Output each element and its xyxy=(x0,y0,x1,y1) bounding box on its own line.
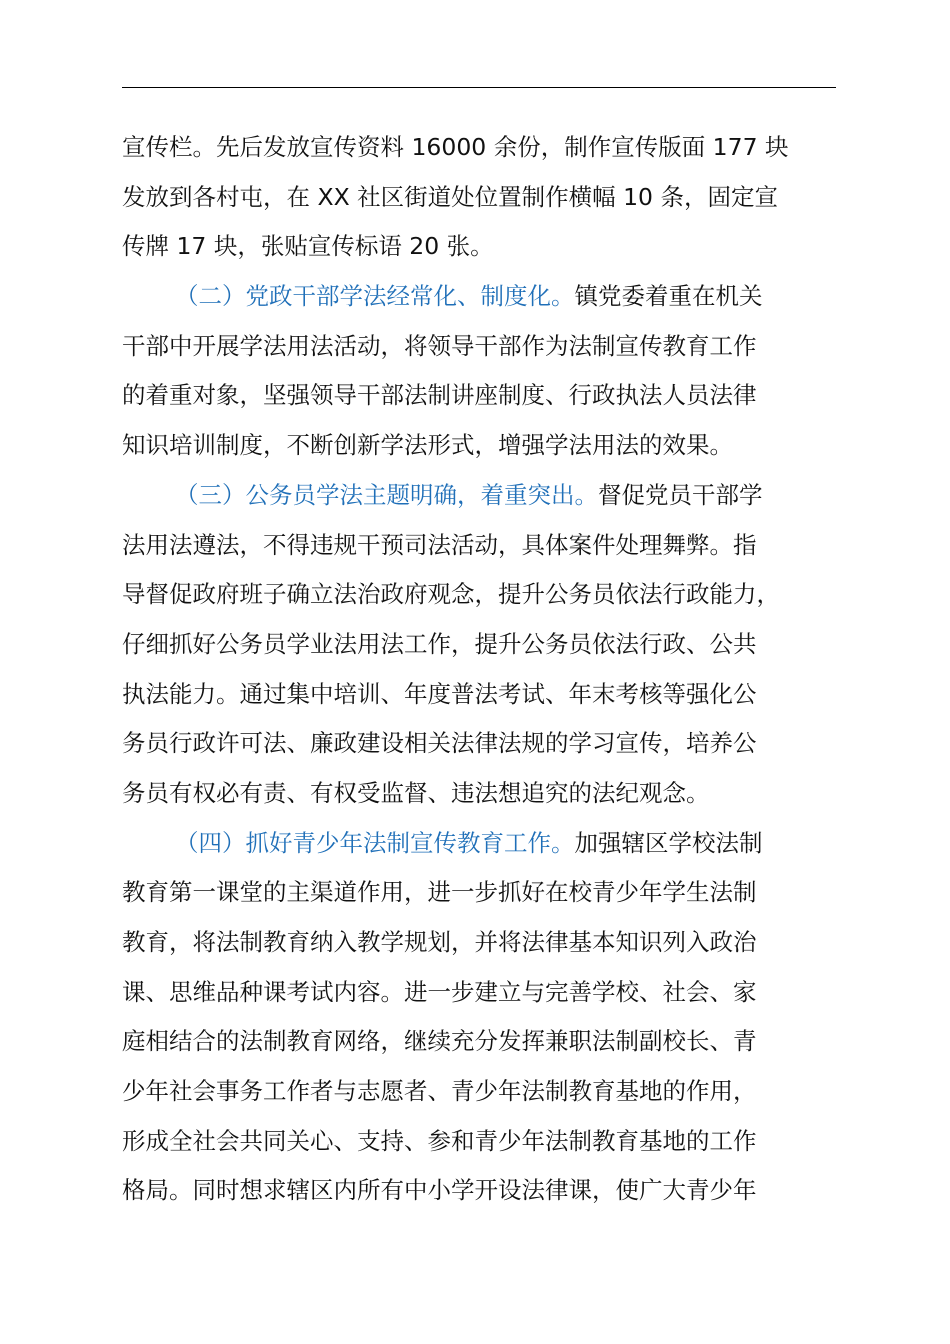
section-3-first-line xyxy=(122,471,862,521)
paragraph-line: 务员有权必有责、有权受监督、违法想追究的法纪观念。 xyxy=(122,778,710,807)
section-4-lead-text: 加强辖区学校法制 xyxy=(574,828,763,857)
paragraph-line: 知识培训制度，不断创新学法形式，增强学法用法的效果。 xyxy=(122,431,733,460)
section-3-heading: （三）公务员学法主题明确，着重突出。 xyxy=(175,480,598,509)
paragraph-line: 教育，将法制教育纳入教学规划，并将法律基本知识列入政治 xyxy=(122,928,757,956)
section-4-first-line xyxy=(122,819,862,869)
paragraph-line: 格局。同时想求辖区内所有中小学开设法律课，使广大青少年 xyxy=(122,1176,757,1205)
section-2-lead-text: 镇党委着重在机关 xyxy=(574,282,763,311)
paragraph-line: 宣传栏。先后发放宣传资料 16000 余份，制作宣传版面 177 块 xyxy=(122,133,789,161)
paragraph-line: 少年社会事务工作者与志愿者、青少年法制教育基地的作用， xyxy=(122,1077,757,1106)
section-2-heading: （二）党政干部学法经常化、制度化。 xyxy=(175,282,575,311)
header-rule xyxy=(122,87,836,88)
paragraph-line: 庭相结合的法制教育网络，继续充分发挥兼职法制副校长、青 xyxy=(122,1027,757,1056)
paragraph-line: 发放到各村屯，在 XX 社区街道处位置制作横幅 10 条，固定宣 xyxy=(122,182,778,211)
document-body xyxy=(122,123,862,1216)
section-2-first-line xyxy=(122,272,862,322)
paragraph-line: 导督促政府班子确立法治政府观念，提升公务员依法行政能力， xyxy=(122,580,780,609)
paragraph-line: 务员行政许可法、廉政建设相关法律法规的学习宣传，培养公 xyxy=(122,729,757,758)
paragraph-line: 传牌 17 块，张贴宣传标语 20 张。 xyxy=(122,232,494,261)
paragraph-line: 法用法遵法，不得违规干预司法活动，具体案件处理舞弊。指 xyxy=(122,530,757,559)
paragraph-line: 执法能力。通过集中培训、年度普法考试、年末考核等强化公 xyxy=(122,679,757,708)
paragraph-line: 仔细抓好公务员学业法用法工作，提升公务员依法行政、公共 xyxy=(122,629,757,658)
paragraph-line: 课、思维品种课考试内容。进一步建立与完善学校、社会、家 xyxy=(122,977,757,1006)
paragraph-line: 干部中开展学法用法活动，将领导干部作为法制宣传教育工作 xyxy=(122,331,757,360)
section-4-heading: （四）抓好青少年法制宣传教育工作。 xyxy=(175,828,575,857)
paragraph-line: 的着重对象，坚强领导干部法制讲座制度、行政执法人员法律 xyxy=(122,381,757,410)
paragraph-line: 形成全社会共同关心、支持、参和青少年法制教育基地的工作 xyxy=(122,1126,757,1155)
paragraph-line: 教育第一课堂的主渠道作用，进一步抓好在校青少年学生法制 xyxy=(122,878,757,907)
section-3-lead-text: 督促党员干部学 xyxy=(598,480,763,509)
